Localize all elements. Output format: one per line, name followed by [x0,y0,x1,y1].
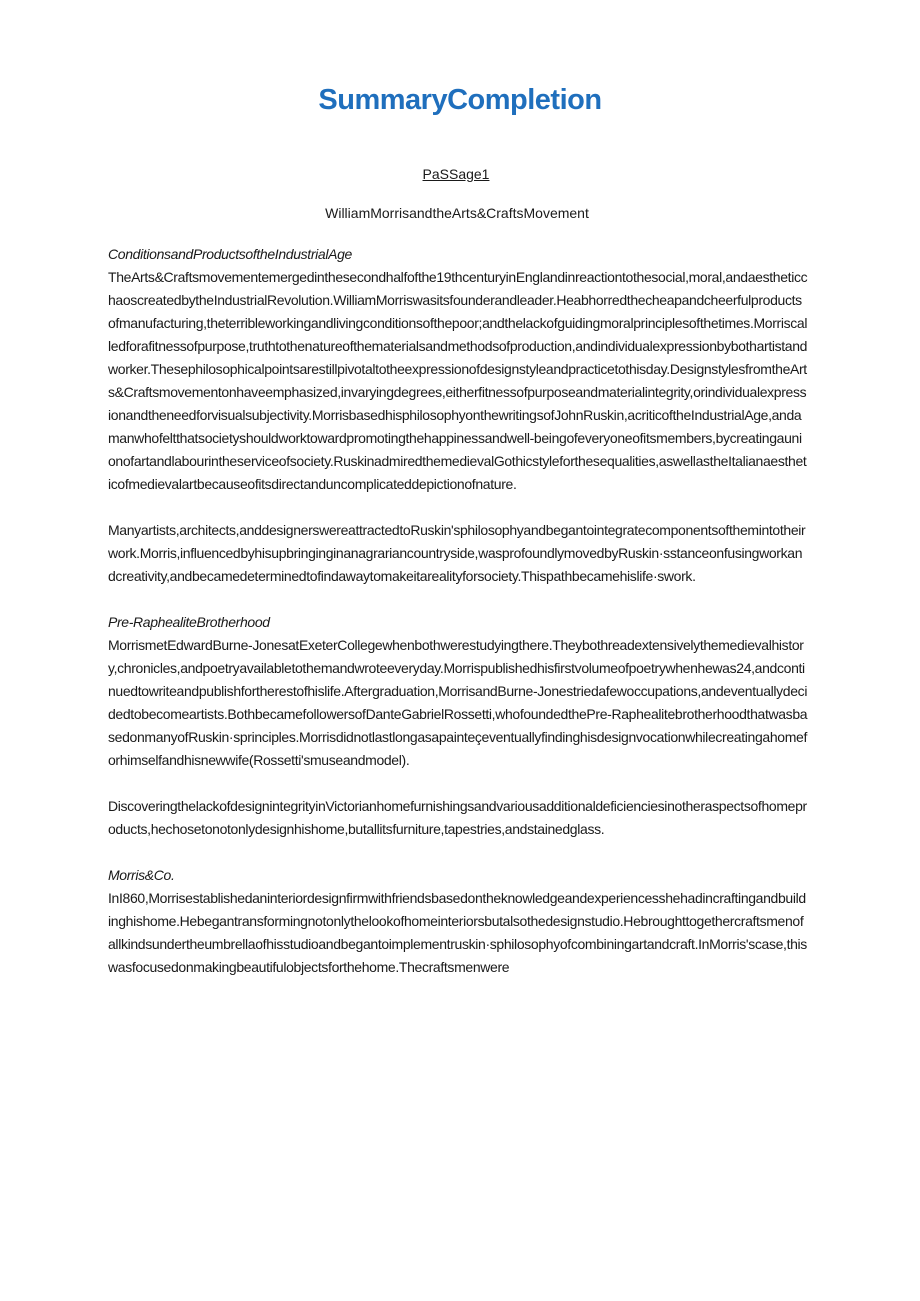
article-body [108,243,808,979]
section-heading-industrial-age: ConditionsandProductsoftheIndustrialAge [108,246,352,262]
section-heading-pre-raphaelite: Pre-RaphealiteBrotherhood [108,614,270,630]
paragraph: Manyartists,architects,anddesignerswereattractedtoRuskin'sphilosophyandbegantointegratecomponentsofthemintotheirwork.Morris,influencedbyhisupbringinginanagrariancountryside,wasprofoundlymovedbyRuskin·sstanceonfusingworkandcreativity,andbecamedeterminedtofindawaytomakeitarealityforsociety.Thispathbecamehislife·swork. [108,522,806,584]
paragraph: TheArts&Craftsmovementemergedinthesecondhalfofthe19thcenturyinEnglandinreactiontothesocial,moral,andaestheticchaoscreatedbytheIndustrialRevolution.WilliamMorriswasitsfounderandleader.Heabhorredthecheapandcheerfulproductsofmanufacturing,theterribleworkingandlivingconditionsofthepoor;andthelackofguidingmoralprinciplesofthetimes.Morriscalledforafitnessofpurpose,truthtothenatureofthematerialsandmethodsofproduction,andindividualexpressionbybothartistandworker.Thesephilosophicalpointsarestillpivotaltotheexpressionofdesignstyleandpracticetothisday.DesignstylesfromtheArts&Craftsmovementonhaveemphasized,invaryingdegrees,eitherfitnessofpurposeandmaterialintegrity,orindividualexpressionandtheneedforvisualsubjectivity.MorrisbasedhisphilosophyonthewritingsofJohnRuskin,acriticoftheIndustrialAge,andamanwhofeltthatsocietyshouldworktowardpromotingthehappinessandwell-beingofeveryoneofitsmembers,bycreatingaunionofartandlabourintheserviceofsociety.RuskinadmiredthemedievalGothicstyleforthesequalities,aswellastheItalianaestheticofmedievalartbecauseofitsdirectanduncomplicateddepictionofnature. [108,269,808,492]
paragraph: DiscoveringthelackofdesignintegrityinVictorianhomefurnishingsandvariousadditionaldeficienciesinotheraspectsofhomeproducts,hechosetonotonlydesignhishome,butallitsfurniture,tapestries,andstainedglass. [108,798,807,837]
paragraph: InI860,Morrisestablishedaninteriordesignfirmwithfriendsbasedontheknowledgeandexperiencesshehadincraftingandbuildinghishome.Hebegantransformingnotonlythelookofhomeinteriorsbutalsothedesignstudio.Hebroughttogethercraftsmenofallkindsundertheumbrellaofhisstudioandbegantoimplementruskin·sphilosophyofcombiningartandcraft.InMorris'scase,thiswasfocusedonmakingbeautifulobjectsforthehome.Thecraftsmenwere [108,890,807,975]
page-title: SummaryCompletion [318,84,602,116]
passage-label: PaSSage1 [422,166,490,182]
section-heading-morris-co: Morris&Co. [108,867,175,883]
article-title: WilliamMorrisandtheArts&CraftsMovement [325,205,589,221]
paragraph: MorrismetEdwardBurne-JonesatExeterCollegewhenbothwerestudyingthere.Theybothreadextensivelythemedievalhistory,chronicles,andpoetryavailabletothemandwroteeveryday.Morrispublishedhisfirstvolumeofpoetrywhenhewas24,andcontinuedtowriteandpublishfortherestofhislife.Aftergraduation,MorrisandBurne-Jonestriedafewoccupations,andeventuallydecidedtobecomeartists.BothbecamefollowersofDanteGabrielRossetti,whofoundedthePre-RaphealitebrotherhoodthatwasbasedonmanyofRuskin·sprinciples.Morrisdidnotlastlongasapainteçeventuallyfindinghisdesignvocationwhilecreatingahomeforhimselfandhisnewwife(Rossetti'smuseandmodel). [108,637,808,768]
